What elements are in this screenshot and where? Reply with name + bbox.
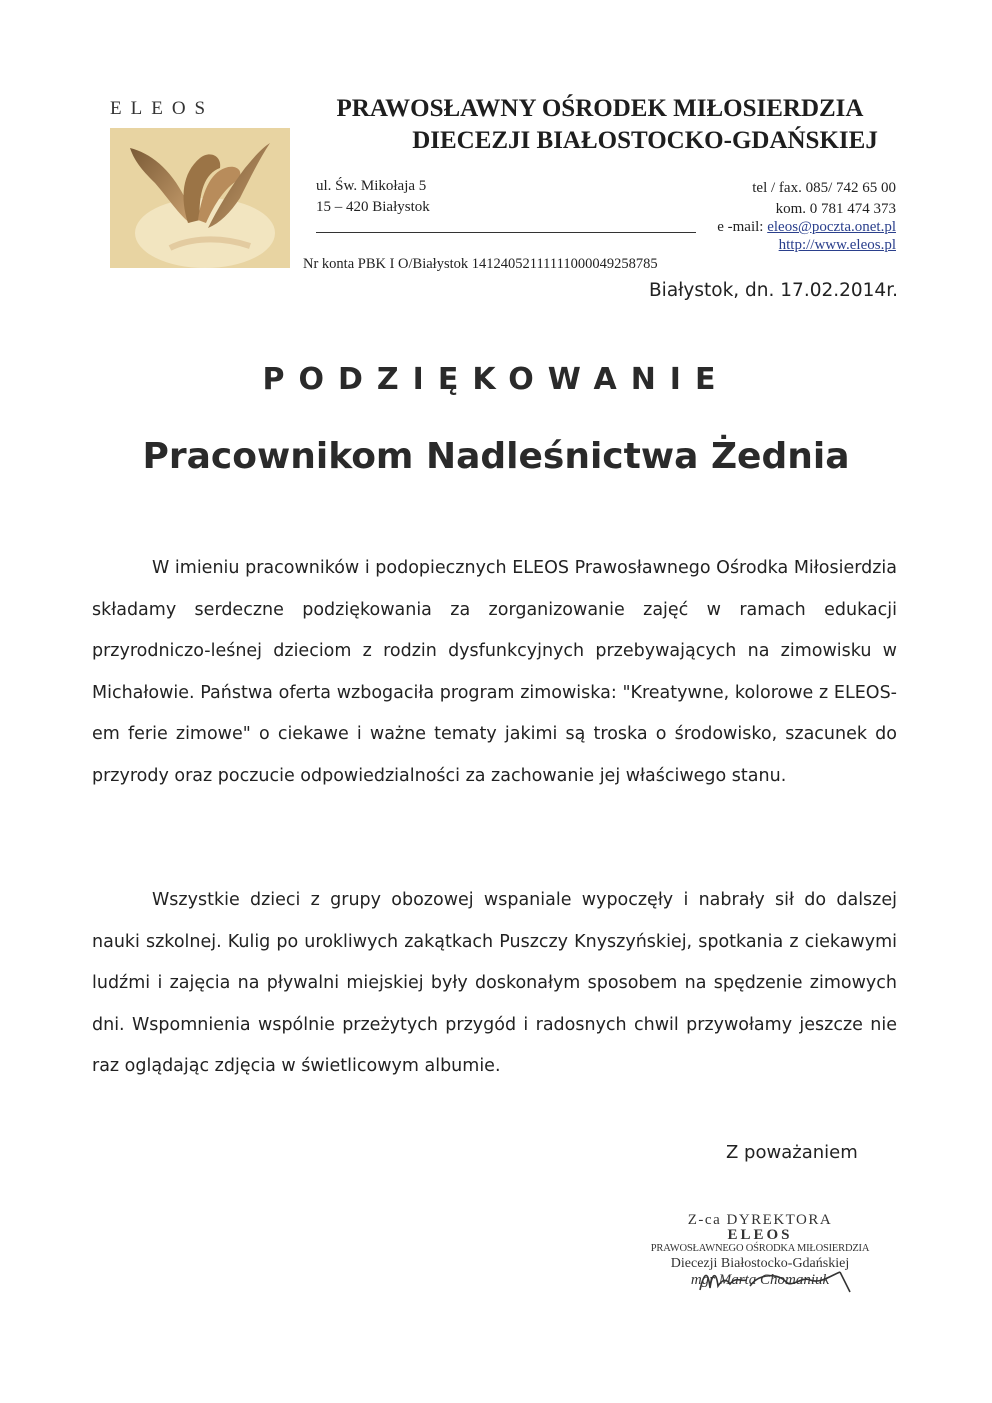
body-paragraph-1: W imieniu pracowników i podopiecznych ELEOS Prawosławnego Ośrodka Miłosierdzia składamy serdeczne podziękowania za zorganizowanie zajęć w ramach edukacji przyrodniczo-leśnej dzieciom z rodzin dysfunkcyjnych przebywających na zimowisku w Michałowie. Państwa oferta wzbogaciła program zimowiska: "Kreatywne, kolorowe z ELEOS-em ferie zimowe" o ciekawe i ważne tematy jakimi są troska o środowisko, szacunek do przyrody oraz poczucie odpowiedzialności za zachowanie jej właściwego stanu. xyxy=(92,558,897,786)
letter-recipient: Pracownikom Nadleśnictwa Żednia xyxy=(142,436,850,477)
brand-wordmark: ELEOS xyxy=(110,98,215,119)
stamp-position: Z-ca DYREKTORA xyxy=(687,1212,833,1228)
stamp-brand: ELEOS xyxy=(727,1227,793,1243)
organization-name: PRAWOSŁAWNY OŚRODEK MIŁOSIERDZIA xyxy=(336,95,864,122)
organization-diocese: DIECEZJI BIAŁOSTOCKO-GDAŃSKIEJ xyxy=(412,127,878,154)
stamp-signatory: mgr Marta Chomaniuk xyxy=(690,1272,830,1288)
letter-date: Białystok, dn. 17.02.2014r. xyxy=(648,280,898,301)
handwritten-signature xyxy=(690,1262,860,1298)
email-line xyxy=(717,219,896,236)
phone-fax: tel / fax. 085/ 742 65 00 xyxy=(752,180,896,196)
email-label: e -mail: xyxy=(717,219,768,235)
stamp-organization: PRAWOSŁAWNEGO OŚRODKA MIŁOSIERDZIA xyxy=(650,1243,870,1254)
address-city: 15 – 420 Białystok xyxy=(316,199,430,215)
header-divider xyxy=(316,232,696,233)
stamp-diocese: Diecezji Białostocko-Gdańskiej xyxy=(670,1256,850,1271)
website-link[interactable]: http://www.eleos.pl xyxy=(778,237,896,253)
website-line xyxy=(779,237,896,254)
email-link[interactable]: eleos@poczta.onet.pl xyxy=(767,219,896,235)
closing-phrase: Z poważaniem xyxy=(726,1142,858,1163)
mobile-number: kom. 0 781 474 373 xyxy=(775,201,896,217)
body-paragraph-2: Wszystkie dzieci z grupy obozowej wspaniale wypoczęły i nabrały sił do dalszej nauki szkolnej. Kulig po urokliwych zakątkach Puszczy Knyszyńskiej, spotkania z ciekawymi ludźmi i zajęcia na pływalni miejskiej były doskonałym sposobem na spędzenie zimowych dni. Wspomnienia wspólnie przeżytych przygód i radosnych chwil przywołamy jeszcze nie raz oglądając zdjęcia w świetlicowym albumie. xyxy=(92,890,897,1076)
bank-account: Nr konta PBK I O/Białystok 14124052111111000049258785 xyxy=(303,256,658,272)
letter-heading: PODZIĘKOWANIE xyxy=(262,362,730,397)
address-street: ul. Św. Mikołaja 5 xyxy=(316,178,427,194)
hands-heart-icon xyxy=(110,128,290,268)
